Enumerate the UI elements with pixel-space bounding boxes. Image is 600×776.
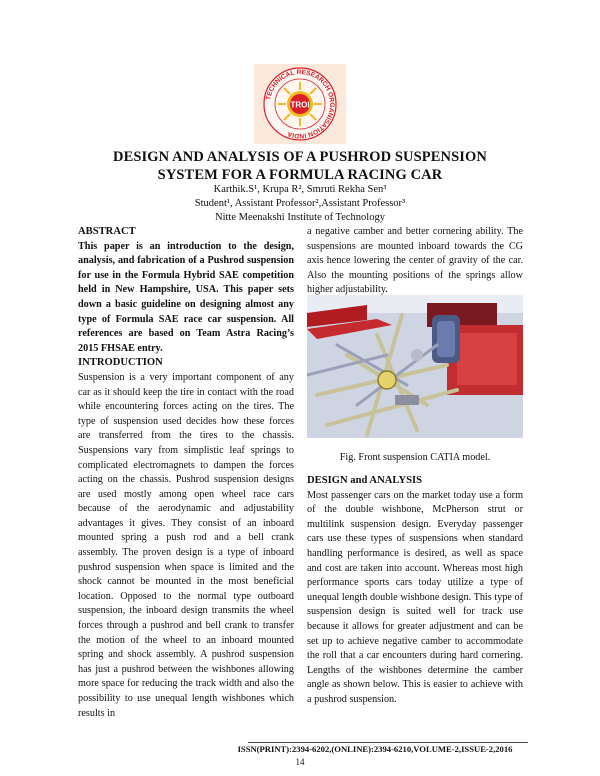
author-block [60,183,540,225]
abstract-text: This paper is an introduction to the design, analysis, and fabrication of a Pushrod suspension for use in the Formula Hybrid SAE competition held in New Hampshire, USA. This paper sets down a basic guideline on designing almost any type of Formula SAE race car suspension. All references are based on Team Astra Racing’s 2015 FHSAE entry. [78,240,294,354]
introduction-text: Suspension is a very important component of any car as it should keep the tire in contact with the road while encountering forces acting on the tires. The type of suspension used decides how these forces are transferred from the tires to the chassis. Suspensions vary from simplistic leaf springs to complicated electromagnets to dampen the forces acting on the chassis. Pushrod suspension designs are used mostly among open wheel race cars because of the aerodynamic and adjustability advantages it gives. They consist of an inboard mounted spring a push rod and a bell crank assembly. The proven design is a type of inboard pushrod suspension when space is limited and the shock cannot be mounted in the most beneficial location. Opposed to the normal type outboard suspension, the inboard design transmits the wheel forces through a pushrod and bell crank to transfer the motion of the wheel to an inboard mounted spring and shock assembly. A pushrod suspension has just a pushrod between the wishbones allowing more space for reducing the track width and also the possibility to use unequal length wishbones which results in [78,371,294,719]
introduction-continued-text: a negative camber and better cornering ability. The suspensions are mounted inboard towards the CG axis hence lowering the center of gravity of the car. Also the mounting positions of the springs allow higher adjustability. [307,226,523,296]
troi-logo-graphic [254,64,346,144]
left-column [78,225,294,721]
right-column-intro [307,225,523,298]
design-section [307,474,523,708]
troi-logo [254,64,346,144]
title-line-2: SYSTEM FOR A FORMULA RACING CAR [157,167,443,183]
catia-model-image [307,295,523,438]
author-roles: Student¹, Assistant Professor²,Assistant Professor³ [194,198,406,209]
introduction-heading: INTRODUCTION [78,357,163,369]
design-text: Most passenger cars on the market today use a form of the double wishbone, McPherson strut or multilink suspension design. Everyday passenger cars use these types of suspensions when standard handling performance is desired, as well as space and cost are taken into account. Whereas most high performance sports cars today utilize a type of unequal length double wishbone design. This type of suspension design is suited well for track use because it allows for greater adjustment and can be set up to achieve negative camber to accommodate the roll that a car encounters during hard cornering. Lengths of the wishbones determine the camber angle as shown below. This is easier to achieve with a pushrod suspension. [307,489,523,705]
author-names: Karthik.S¹, Krupa R², Smruti Rekha Sen³ [213,184,387,195]
footer-divider [248,742,528,743]
design-heading: DESIGN and ANALYSIS [307,475,423,486]
figure-caption: Fig. Front suspension CATIA model. [339,452,491,463]
paper-title [60,148,540,184]
logo-center-text: TROI [290,100,310,110]
suspension-figure [307,295,523,438]
page-number: 14 [295,757,305,767]
issn-footer: ISSN(PRINT):2394-6202,(ONLINE):2394-6210,VOLUME-2,ISSUE-2,2016 [237,744,513,754]
title-line-1: DESIGN AND ANALYSIS OF A PUSHROD SUSPENSION [113,149,487,165]
abstract-heading: ABSTRACT [78,226,136,237]
logo-ring-text: TECHNICAL RESEARCH ORGANISATION INDIA [265,68,336,140]
author-institute: Nitte Meenakshi Institute of Technology [215,212,385,223]
